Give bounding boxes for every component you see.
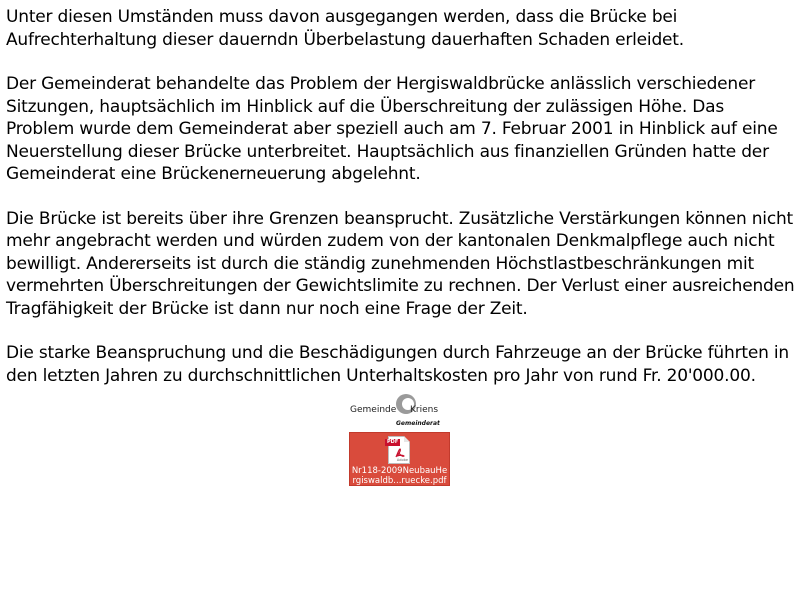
paragraph-3: Die Brücke ist bereits über ihre Grenzen beansprucht. Zusätzliche Verstärkungen können nicht mehr angebracht werden und würden zudem von der kantonalen Denkmalpflege auch nicht bewilligt. Andererseits ist durch die ständig zunehmenden Höchstlastbeschränkungen mit vermehrten Überschreitungen der Gewichtslimite zu rechnen. Der Verlust einer ausreichenden Tragfähigkeit der Brücke ist dann nur noch eine Frage der Zeit. [6, 208, 795, 319]
logo-subtitle: Gemeinderat [396, 420, 440, 427]
pdf-badge: PDF [387, 439, 399, 445]
paragraph-2: Der Gemeinderat behandelte das Problem der Hergiswaldbrücke anlässlich verschiedener Sitzungen, hauptsächlich im Hinblick auf die Überschreitung der zulässigen Höhe. Das Problem wurde dem Gemeinderat aber speziell auch am 7. Februar 2001 in Hinblick auf eine Neuerstellung dieser Brücke unterbreitet. Hauptsächlich aus finanziellen Gründen hatte der Gemeinderat eine Brückenerneuerung abgelehnt. [6, 74, 778, 184]
page-fold [404, 436, 410, 442]
gemeinde-kriens-logo [350, 394, 450, 430]
document-body [6, 6, 796, 409]
attachment-filename-line1: Nr118-2009NeubauHe [351, 466, 448, 476]
logo-text-gemeinde: Gemeinde [350, 405, 397, 415]
logo-text-kriens: Kriens [410, 405, 439, 415]
pdf-attachment[interactable] [349, 432, 450, 486]
pdf-file-icon [388, 436, 410, 464]
pdf-brand-label: Adobe [396, 458, 408, 462]
paragraph-1: Unter diesen Umständen muss davon ausgegangen werden, dass die Brücke bei Aufrechterhaltung dieser dauerndn Überbelastung dauerhaften Schaden erleidet. [6, 7, 684, 50]
paragraph-4: Die starke Beanspruchung und die Beschädigungen durch Fahrzeuge an der Brücke führten in den letzten Jahren zu durchschnittlichen Unterhaltskosten pro Jahr von rund Fr. 20'000.00. [6, 343, 789, 386]
attachment-filename-line2: rgiswaldb...ruecke.pdf [352, 476, 447, 486]
